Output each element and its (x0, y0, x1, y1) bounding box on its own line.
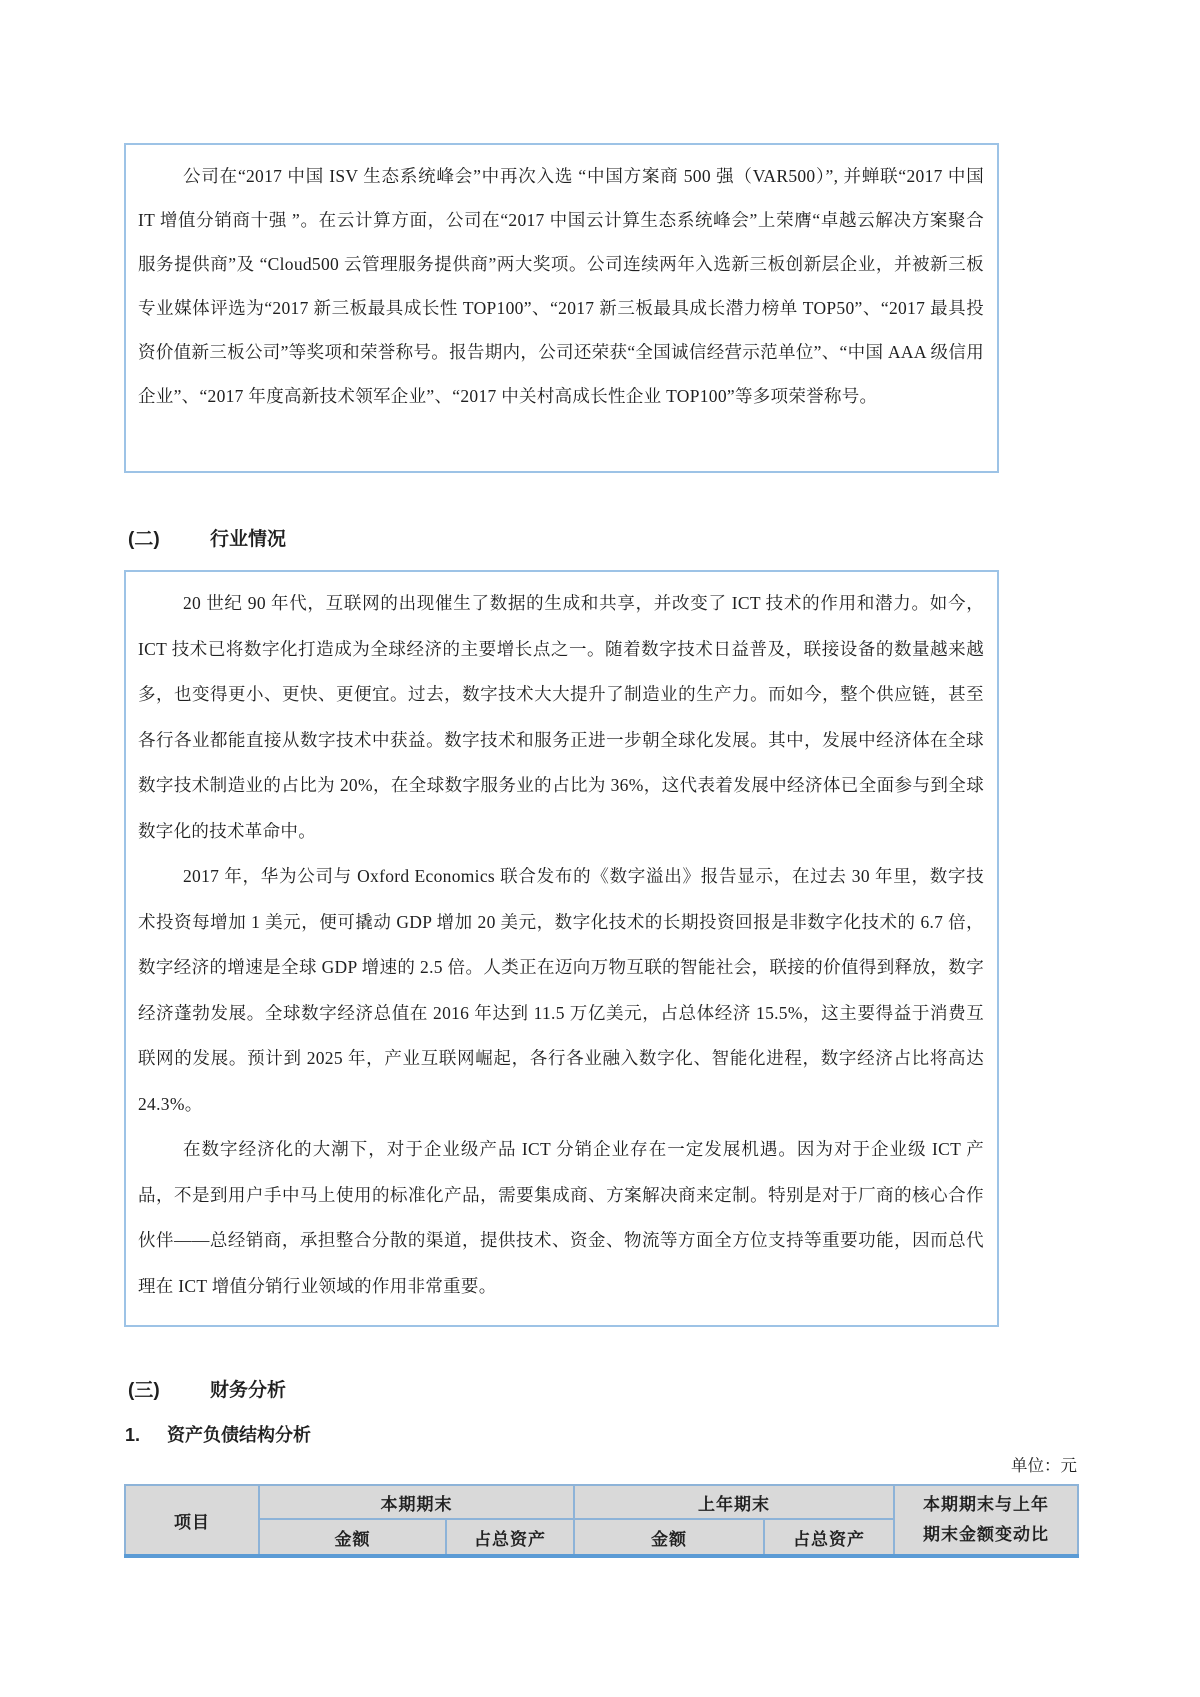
section-number: (二) (128, 529, 160, 550)
industry-paragraph-1: 20 世纪 90 年代，互联网的出现催生了数据的生成和共享，并改变了 ICT 技术的作用和潜力。如今，ICT 技术已将数字化打造成为全球经济的主要增长点之一。随着数字技术日益普及，联接设备的数量越来越多，也变得更小、更快、更便宜。过去，数字技术大大提升了制造业的生产力。而如今，整个供应链，甚至各行各业都能直接从数字技术中获益。数字技术和服务正进一步朝全球化发展。其中，发展中经济体在全球数字技术制造业的占比为 20%，在全球数字服务业的占比为 36%，这代表着发展中经济体已全面参与到全球数字化的技术革命中。 (138, 593, 984, 841)
subsection-heading-balance-structure (125, 1424, 311, 1447)
table-header-change-ratio (894, 1485, 1078, 1556)
table-header-amount-current: 金额 (259, 1519, 446, 1556)
section-title: 行业情况 (210, 529, 287, 550)
table-header-current-period: 本期期末 (259, 1485, 574, 1519)
section-title: 财务分析 (210, 1380, 287, 1401)
section-heading-financial (128, 1379, 286, 1403)
section-heading-industry (128, 528, 286, 552)
awards-paragraph: 公司在“2017 中国 ISV 生态系统峰会”中再次入选 “中国方案商 500 强（VAR500）”, 并蝉联“2017 中国 IT 增值分销商十强 ”。在云计算方面，公司在“2017 中国云计算生态系统峰会”上荣膺“卓越云解决方案聚合服务提供商”及 “Cloud500 云管理服务提供商”两大奖项。公司连续两年入选新三板创新层企业，并被新三板专业媒体评选为“2017 新三板最具成长性 TOP100”、“2017 新三板最具成长潜力榜单 TOP50”、“2017 最具投资价值新三板公司”等奖项和荣誉称号。报告期内，公司还荣获“全国诚信经营示范单位”、“中国 AAA 级信用企业”、“2017 年度高新技术领军企业”、“2017 中关村高成长性企业 TOP100”等多项荣誉称号。 (138, 166, 984, 406)
table-header-prior-period: 上年期末 (574, 1485, 894, 1519)
table-header-amount-prior: 金额 (574, 1519, 764, 1556)
table-header-change-ratio-line1: 本期期末与上年 (923, 1495, 1049, 1514)
industry-paragraph-3: 在数字经济化的大潮下，对于企业级产品 ICT 分销企业存在一定发展机遇。因为对于企业级 ICT 产品，不是到用户手中马上使用的标准化产品，需要集成商、方案解决商来定制。特别是对于厂商的核心合作伙伴——总经销商，承担整合分散的渠道，提供技术、资金、物流等方面全方位支持等重要功能，因而总代理在 ICT 增值分销行业领域的作用非常重要。 (138, 1139, 984, 1296)
subsection-title: 资产负债结构分析 (167, 1425, 311, 1445)
table-header-pct-current: 占总资产 (446, 1519, 574, 1556)
awards-highlight-box (124, 143, 999, 473)
industry-overview-box (124, 570, 999, 1327)
table-header-item: 项目 (125, 1485, 259, 1556)
balance-structure-table (124, 1484, 1079, 1558)
subsection-number: 1. (125, 1425, 141, 1445)
section-number: (三) (128, 1380, 160, 1401)
unit-label: 单位：元 (1011, 1456, 1077, 1475)
table-header-change-ratio-line2: 期末金额变动比 (923, 1525, 1049, 1544)
industry-paragraph-2: 2017 年，华为公司与 Oxford Economics 联合发布的《数字溢出》报告显示，在过去 30 年里，数字技术投资每增加 1 美元，便可撬动 GDP 增加 20 美元，数字化技术的长期投资回报是非数字化技术的 6.7 倍，数字经济的增速是全球 GDP 增速的 2.5 倍。人类正在迈向万物互联的智能社会，联接的价值得到释放，数字经济蓬勃发展。全球数字经济总值在 2016 年达到 11.5 万亿美元，占总体经济 15.5%，这主要得益于消费互联网的发展。预计到 2025 年，产业互联网崛起，各行各业融入数字化、智能化进程，数字经济占比将高达 24.3%。 (138, 866, 984, 1114)
table-header-pct-prior: 占总资产 (764, 1519, 894, 1556)
